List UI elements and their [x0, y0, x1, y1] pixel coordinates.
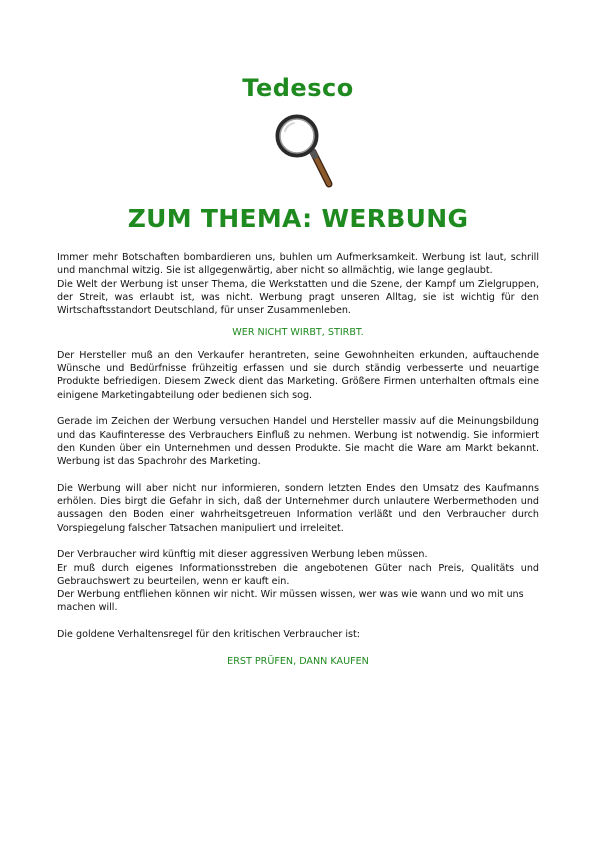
intro-paragraph: Immer mehr Botschaften bombardieren uns, buhlen um Aufmerksamkeit. Werbung ist laut, schrill und manchmal witzig. Sie ist allgegenwärtig, aber nicht so allmächtig, wie lange geglaubt.: [57, 252, 539, 277]
paragraph-informationsstreben: Er muß durch eigenes Informationsstreben die angebotenen Güter nach Preis, Qualitäts und Gebrauchswert zu beurteilen, wenn er kauft ein.: [57, 562, 539, 587]
slogan-erst-pruefen: ERST PRÜFEN, DANN KAUFEN: [227, 655, 369, 667]
slogan-wer-nicht-wirbt: WER NICHT WIRBT, STIRBT.: [232, 327, 364, 339]
paragraph-entfliehen: Der Werbung entfliehen können wir nicht. Wir müssen wissen, wer was wie wann und wo mit uns machen will.: [57, 589, 524, 614]
page-title: ZUM THEMA: WERBUNG: [127, 204, 469, 233]
magnifying-glass-icon: [271, 114, 337, 190]
paragraph-hersteller: Der Hersteller muß an den Verkaufer herantreten, seine Gewohnheiten erkunden, auftauchende Wünsche und Bedürfnisse frühzeitig erfassen und sie durch ständig verbesserte und neuartige Produkte befriedigen. Diesem Zweck dient das Marketing. Größere Firmen unterhalten oftmals eine einigene Marketingabteilung oder bedienen sich sog.: [57, 349, 539, 401]
paragraph-verbraucher: Der Verbraucher wird künftig mit dieser aggressiven Werbung leben müssen.: [57, 549, 428, 561]
paragraph-meinungsbildung: Gerade im Zeichen der Werbung versuchen Handel und Hersteller massiv auf die Meinungsbildung und das Kaufinteresse des Verbrauchers Einfluß zu nehmen. Werbung ist notwendig. Sie informiert den Kunden über ein Unternehmen und dessen Produkte. Sie macht die Ware am Markt bekannt. Werbung ist das Spachrohr des Marketing.: [57, 416, 539, 468]
paragraph-verhaltensregel: Die goldene Verhaltensregel für den kritischen Verbraucher ist:: [57, 629, 360, 641]
paragraph-umsatz: Die Werbung will aber nicht nur informieren, sondern letzten Endes den Umsatz des Kaufmanns erhölen. Dies birgt die Gefahr in sich, daß der Unternehmer durch unlautere Werbermethoden und aussagen den Boden einer wahrheitsgetreuen Information verläßt und den Verbraucher durch Vorspiegelung falscher Tatsachen manipuliert und irreleitet.: [57, 482, 539, 534]
article-body: [57, 251, 539, 668]
intro-paragraph-2: Die Welt der Werbung ist unser Thema, die Werkstatten und die Szene, der Kampf um Zielgruppen, der Streit, was erlaubt ist, was nicht. Werbung pragt unseren Alltag, sie ist wichtig für den Wirtschaftsstandort Deutschland, für unser Zusammenleben.: [57, 278, 539, 317]
brand-name: Tedesco: [242, 74, 354, 102]
